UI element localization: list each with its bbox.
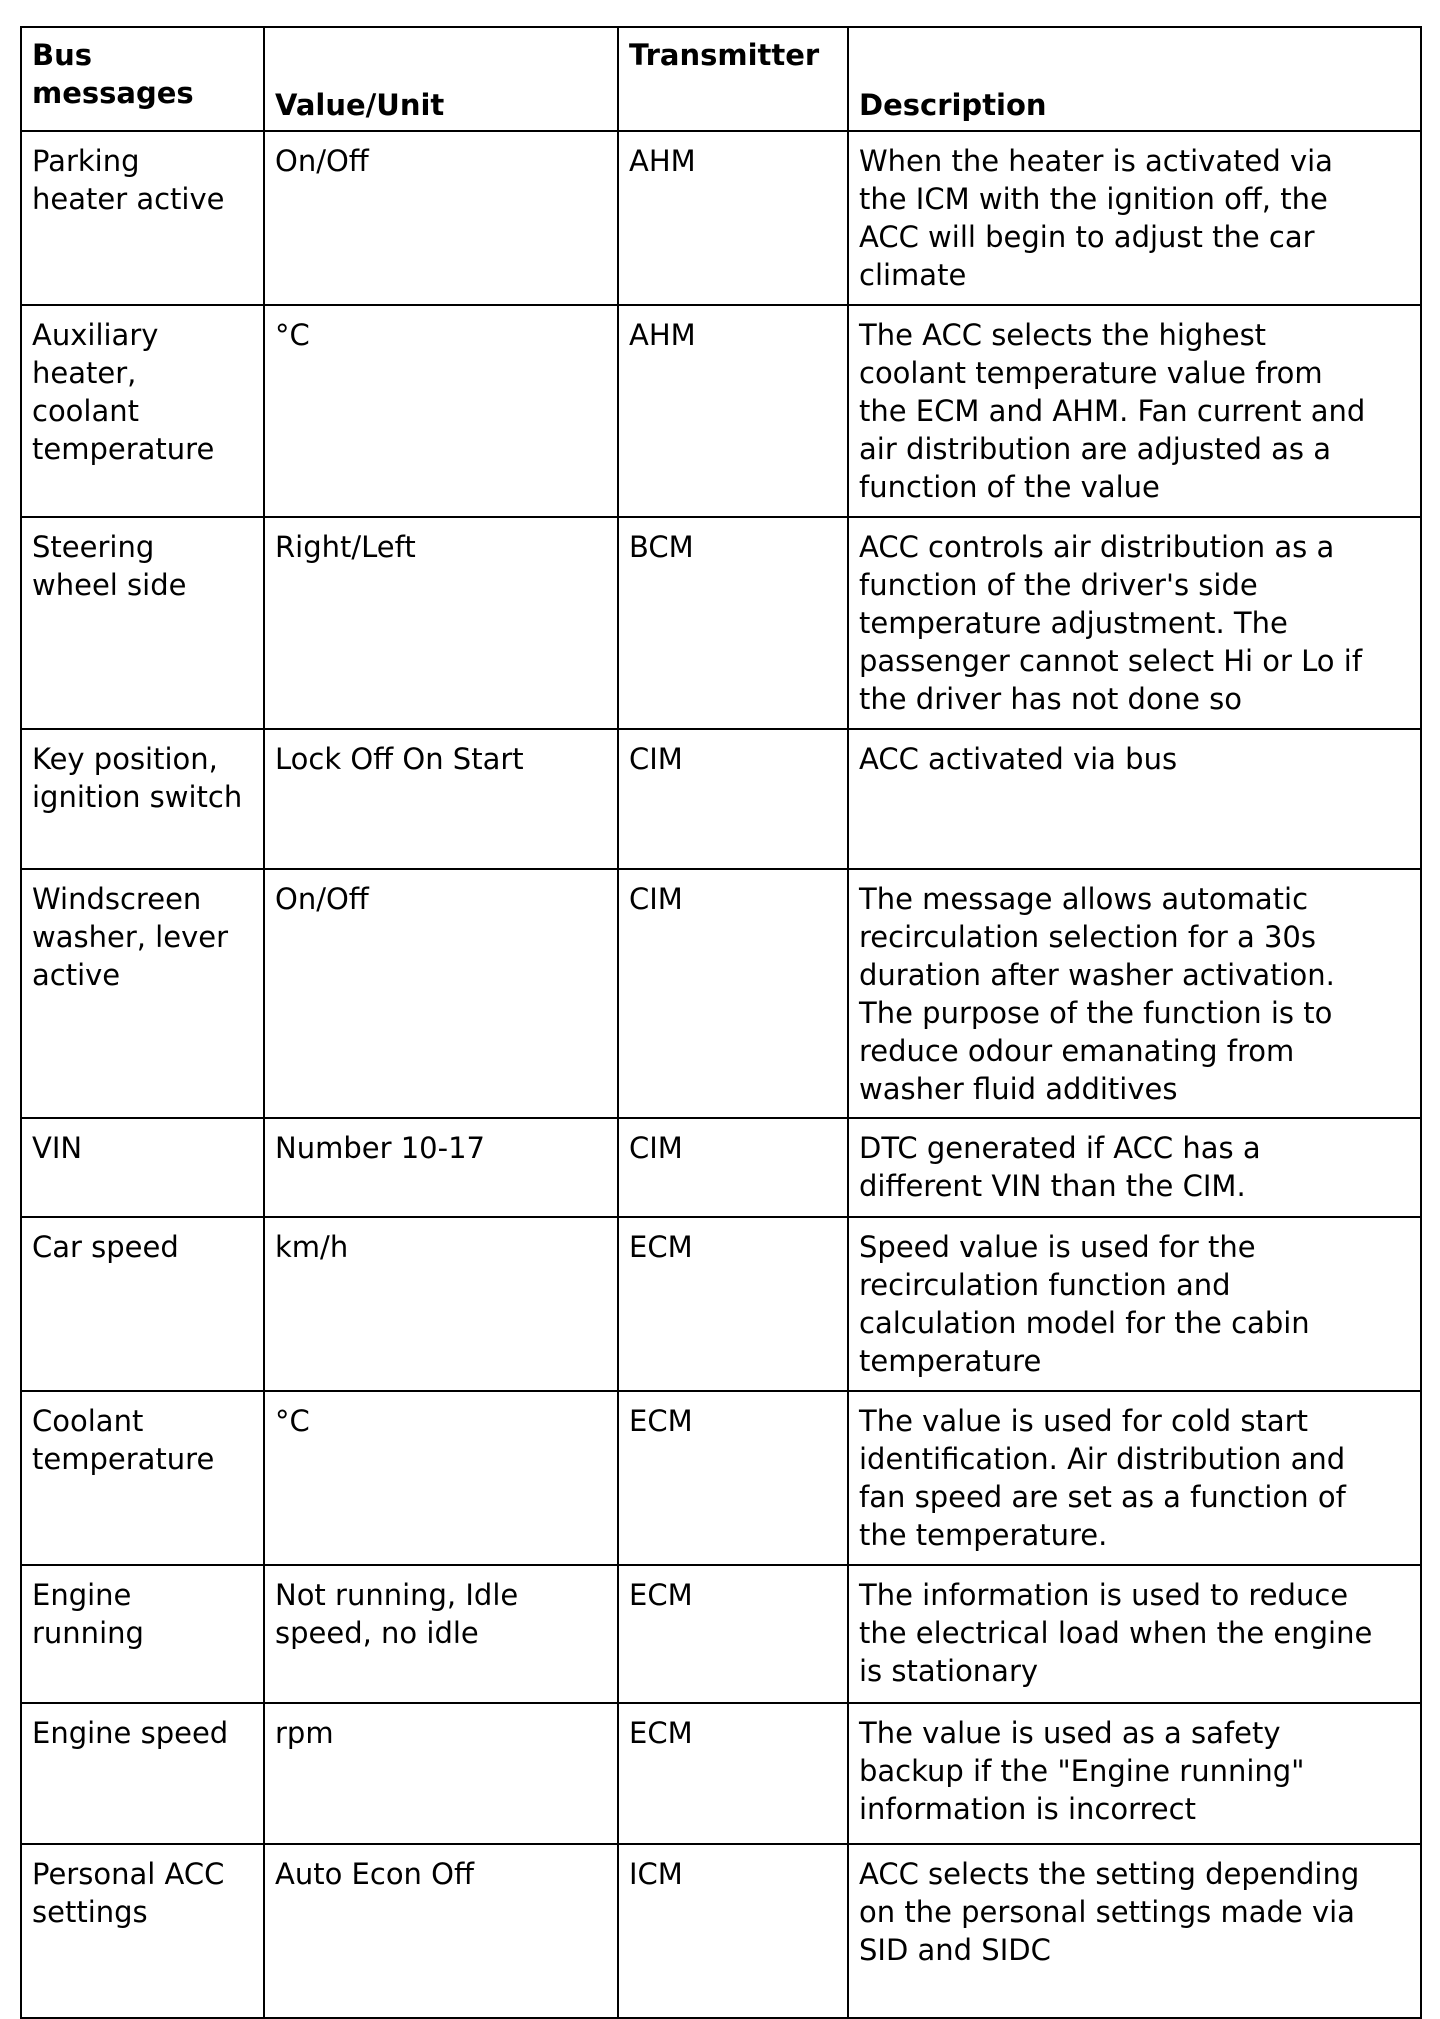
cell-transmitter: ECM (618, 1391, 848, 1565)
cell-description: ACC selects the setting depending on the personal settings made via SID and SIDC (848, 1844, 1421, 2018)
cell-value-unit: °C (264, 1391, 618, 1565)
table-row (21, 729, 1421, 869)
cell-value-unit: Number 10-17 (264, 1118, 618, 1217)
cell-bus-message: Car speed (21, 1217, 264, 1391)
cell-description: DTC generated if ACC has a different VIN than the CIM. (848, 1118, 1421, 1217)
cell-description: The value is used for cold start identification. Air distribution and fan speed are set as a function of the temperature. (848, 1391, 1421, 1565)
table-row (21, 131, 1421, 305)
cell-transmitter: ECM (618, 1703, 848, 1844)
cell-value-unit: °C (264, 305, 618, 517)
cell-description: The message allows automatic recirculation selection for a 30s duration after washer activation. The purpose of the function is to reduce odour emanating from washer fluid additives (848, 869, 1421, 1118)
header-bus-messages (21, 27, 264, 131)
cell-transmitter: ECM (618, 1217, 848, 1391)
cell-description: Speed value is used for the recirculation function and calculation model for the cabin temperature (848, 1217, 1421, 1391)
cell-bus-message: Windscreen washer, lever active (21, 869, 264, 1118)
header-value-unit-label: Value/Unit (275, 88, 445, 122)
cell-bus-message: Auxiliary heater, coolant temperature (21, 305, 264, 517)
cell-transmitter: CIM (618, 729, 848, 869)
table-row (21, 1217, 1421, 1391)
cell-bus-message: Coolant temperature (21, 1391, 264, 1565)
cell-bus-message: VIN (21, 1118, 264, 1217)
table-header-row (21, 27, 1421, 131)
table-row (21, 869, 1421, 1118)
header-description (848, 27, 1421, 131)
cell-description: ACC activated via bus (848, 729, 1421, 869)
cell-value-unit: rpm (264, 1703, 618, 1844)
table-row (21, 1844, 1421, 2018)
cell-value-unit: km/h (264, 1217, 618, 1391)
cell-bus-message: Engine speed (21, 1703, 264, 1844)
bus-messages-table (20, 26, 1422, 2019)
cell-bus-message: Key position, ignition switch (21, 729, 264, 869)
table-row (21, 1391, 1421, 1565)
header-transmitter-label: Transmitter (629, 38, 820, 72)
cell-value-unit: On/Off (264, 131, 618, 305)
cell-value-unit: Not running, Idle speed, no idle (264, 1565, 618, 1703)
cell-value-unit: Right/Left (264, 517, 618, 729)
cell-transmitter: CIM (618, 869, 848, 1118)
cell-description: ACC controls air distribution as a function of the driver's side temperature adjustment. The passenger cannot select Hi or Lo if the driver has not done so (848, 517, 1421, 729)
header-transmitter (618, 27, 848, 131)
header-bus-messages-line2: messages (32, 76, 194, 110)
table-row (21, 1565, 1421, 1703)
header-value-unit (264, 27, 618, 131)
cell-bus-message: Steering wheel side (21, 517, 264, 729)
cell-description: The ACC selects the highest coolant temperature value from the ECM and AHM. Fan current and air distribution are adjusted as a function of the value (848, 305, 1421, 517)
cell-value-unit: On/Off (264, 869, 618, 1118)
cell-transmitter: ECM (618, 1565, 848, 1703)
cell-transmitter: CIM (618, 1118, 848, 1217)
cell-transmitter: AHM (618, 131, 848, 305)
table-row (21, 1703, 1421, 1844)
cell-transmitter: BCM (618, 517, 848, 729)
cell-value-unit: Auto Econ Off (264, 1844, 618, 2018)
cell-description: The information is used to reduce the electrical load when the engine is stationary (848, 1565, 1421, 1703)
cell-transmitter: AHM (618, 305, 848, 517)
cell-description: When the heater is activated via the ICM with the ignition off, the ACC will begin to adjust the car climate (848, 131, 1421, 305)
cell-bus-message: Parking heater active (21, 131, 264, 305)
table-row (21, 305, 1421, 517)
cell-value-unit: Lock Off On Start (264, 729, 618, 869)
cell-bus-message: Personal ACC settings (21, 1844, 264, 2018)
cell-transmitter: ICM (618, 1844, 848, 2018)
cell-description: The value is used as a safety backup if the "Engine running" information is incorrect (848, 1703, 1421, 1844)
cell-bus-message: Engine running (21, 1565, 264, 1703)
table-row (21, 1118, 1421, 1217)
header-bus-messages-line1: Bus (32, 38, 93, 72)
table-row (21, 517, 1421, 729)
header-description-label: Description (859, 88, 1047, 122)
